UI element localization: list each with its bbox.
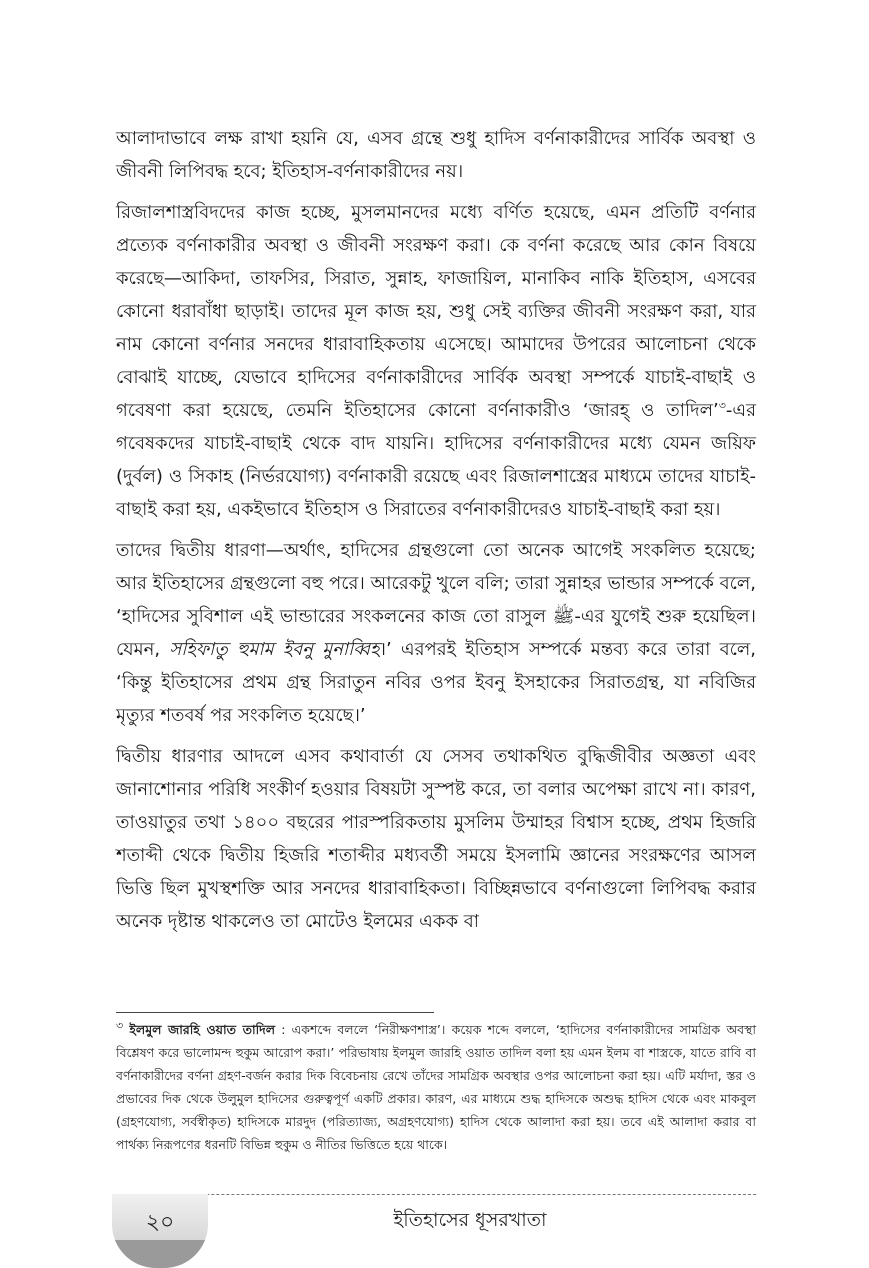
body-text: [116, 122, 756, 946]
running-title: ইতিহাসের ধূসরখাতা: [393, 1209, 547, 1231]
page-tab-shadow: [112, 1240, 208, 1268]
text-segment: আলাদাভাবে লক্ষ রাখা হয়নি যে, এসব গ্রন্থে শুধু হাদিস বর্ণনাকারীদের সার্বিক অবস্থা ও জীবনী লিপিবদ্ধ হবে; ইতিহাস-বর্ণনাকারীদের নয়।: [116, 128, 756, 182]
text-segment: -এর গবেষকদের যাচাই-বাছাই থেকে বাদ যায়নি। হাদিসের বর্ণনাকারীদের মধ্যে যেমন জয়িফ (দুর্বল) ও সিকাহ (নির্ভরযোগ্য) বর্ণনাকারী রয়েছে এবং রিজালশাস্ত্রের মাধ্যমে তাদের যাচাই-বাছাই করা হয়, একইভাবে ইতিহাস ও সিরাতের বর্ণনাকারীদেরও যাচাই-বাছাই করা হয়।: [116, 400, 756, 520]
text-segment: দ্বিতীয় ধারণার আদলে এসব কথাবার্তা যে সেসব তথাকথিত বুদ্ধিজীবীর অজ্ঞতা এবং জানাশোনার পরিধি সংকীর্ণ হওয়ার বিষয়টা সুস্পষ্ট করে, তা বলার অপেক্ষা রাখে না। কারণ, তাওয়াতুর তথা ১৪০০ বছরের পারস্পরিকতায় মুসলিম উম্মাহর বিশ্বাস হচ্ছে, প্রথম হিজরি শতাব্দী থেকে দ্বিতীয় হিজরি শতাব্দীর মধ্যবর্তী সময়ে ইসলামি জ্ঞানের সংরক্ষণের আসল ভিত্তি ছিল মুখস্থশক্তি আর সনদের ধারাবাহিকতা। বিচ্ছিন্নভাবে বর্ণনাগুলো লিপিবদ্ধ করার অনেক দৃষ্টান্ত থাকলেও তা মোটেও ইলমের একক বা: [116, 746, 756, 932]
text-segment: ।’ এরপরই ইতিহাস সম্পর্কে মন্তব্য করে তারা বলে, ‘কিন্তু ইতিহাসের প্রথম গ্রন্থ সিরাতুন নবির ওপর ইবনু ইসহাকের সিরাতগ্রন্থ, যা নবিজির মৃত্যুর শতবর্ষ পর সংকলিত হয়েছে।’: [116, 639, 757, 726]
text-segment: তাদের দ্বিতীয় ধারণা—অর্থাৎ, হাদিসের গ্রন্থগুলো তো অনেক আগেই সংকলিত হয়েছে; আর ইতিহাসের গ্রন্থগুলো বহু পরে। আরেকটু খুলে বলি; তারা সুন্নাহর ভান্ডার সম্পর্কে বলে, ‘হাদিসের সুবিশাল এই ভান্ডারের সংকলনের কাজ তো রাসুল ﷺ-এর যুগেই শুরু হয়েছিল। যেমন,: [116, 540, 756, 660]
paragraph: [116, 740, 756, 938]
paragraph: [116, 196, 756, 526]
footnote-term: ইলমুল জারহি ওয়াত তাদিল: [129, 1022, 276, 1037]
footnote: [116, 1018, 756, 1156]
paragraph: [116, 534, 756, 732]
footnote-reference: ৩: [718, 399, 726, 412]
page-number: ২০: [145, 1210, 175, 1235]
text-segment: রিজালশাস্ত্রবিদদের কাজ হচ্ছে, মুসলমানদের মধ্যে বর্ণিত হয়েছে, এমন প্রতিটি বর্ণনার প্রত্যেক বর্ণনাকারীর অবস্থা ও জীবনী সংরক্ষণ করা। কে বর্ণনা করেছে আর কোন বিষয়ে করেছে—আকিদা, তাফসির, সিরাত, সুন্নাহ, ফাজায়িল, মানাকিব নাকি ইতিহাস, এসবের কোনো ধরাবাঁধা ছাড়াই। তাদের মূল কাজ হয়, শুধু সেই ব্যক্তির জীবনী সংরক্ষণ করা, যার নাম কোনো বর্ণনার সনদের ধারাবাহিকতায় এসেছে। আমাদের উপরের আলোচনা থেকে বোঝাই যাচ্ছে, যেভাবে হাদিসের বর্ণনাকারীদের সার্বিক অবস্থা সম্পর্কে যাচাই-বাছাই ও গবেষণা করা হয়েছে, তেমনি ইতিহাসের কোনো বর্ণনাকারীও ‘জারহ্ ও তাদিল’: [116, 202, 756, 421]
footnote-divider: [116, 1012, 434, 1013]
footer-divider: [116, 1194, 756, 1195]
book-title: সহিফাতু হুমাম ইবনু মুনাব্বিহ: [169, 639, 380, 660]
footnote-marker: ৩: [116, 1018, 124, 1032]
footnote-text: : একশব্দে বললে ‘নিরীক্ষণশাস্ত্র’। কয়েক শব্দে বললে, ‘হাদিসের বর্ণনাকারীদের সামগ্রিক অবস্থা বিশ্লেষণ করে ভালোমন্দ হুকুম আরোপ করা।’ পরিভাষায় ইলমুল জারহি ওয়াত তাদিল বলা হয় এমন ইলম বা শাস্ত্রকে, যাতে রাবি বা বর্ণনাকারীদের বর্ণনা গ্রহণ-বর্জন করার দিক বিবেচনায় রেখে তাঁদের সামগ্রিক অবস্থার ওপর আলোচনা করা হয়। এটি মর্যাদা, স্তর ও প্রভাবের দিক থেকে উলুমুল হাদিসের গুরুত্বপূর্ণ একটি প্রকার। কারণ, এর মাধ্যমে শুদ্ধ হাদিসকে অশুদ্ধ হাদিস থেকে এবং মাকবুল (গ্রহণযোগ্য, সর্বস্বীকৃত) হাদিসকে মারদুদ (পরিত্যাজ্য, অগ্রহণযোগ্য) হাদিস থেকে আলাদা করা হয়। তবে এই আলাদা করার বা পার্থক্য নিরূপণের ধরনটি বিভিন্ন হুকুম ও নীতির ভিত্তিতে হয়ে থাকে।: [116, 1022, 757, 1152]
paragraph: [116, 122, 756, 188]
